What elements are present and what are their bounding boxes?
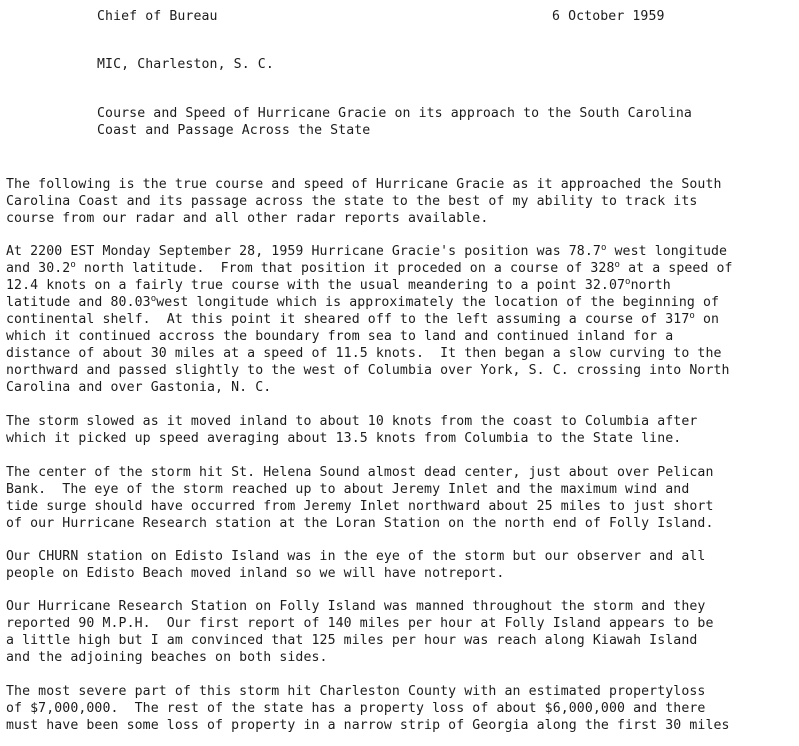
subject-line-1: Course and Speed of Hurricane Gracie on its approach to the South Carolina [97,106,692,121]
paragraph-line: At 2200 EST Monday September 28, 1959 Hurricane Gracie's position was 78.7$^o$ west longitude [6,243,728,259]
paragraph-line: Our CHURN station on Edisto Island was in the eye of the storm but our observer and all [6,549,706,564]
paragraph-line: continental shelf. At this point it sheared off to the left assuming a course of 317$^o$ on [6,311,720,327]
paragraph-line: tide surge should have occurred from Jeremy Inlet northward about 25 miles to just short [6,499,714,514]
paragraph-line: people on Edisto Beach moved inland so we will have notreport. [6,566,505,581]
paragraph-line: distance of about 30 miles at a speed of 11.5 knots. It then began a slow curving to the [6,346,722,361]
paragraph-line: Carolina and over Gastonia, N. C. [6,380,272,395]
paragraph-line: must have been some loss of property in a narrow strip of Georgia along the first 30 miles [6,718,730,733]
degree-sign: o [150,294,157,304]
paragraph-line: of our Hurricane Research station at the Loran Station on the north end of Folly Island. [6,516,714,531]
subject-line-2: Coast and Passage Across the State [97,123,371,138]
paragraph-line: reported 90 M.P.H. Our first report of 140 miles per hour at Folly Island appears to be [6,616,714,631]
degree-sign: o [600,243,607,253]
paragraph-line: The most severe part of this storm hit Charleston County with an estimated propertyloss [6,684,706,699]
paragraph-line: Carolina Coast and its passage across the state to the best of my ability to track its [6,194,698,209]
sender: MIC, Charleston, S. C. [97,57,274,72]
degree-sign: o [70,260,76,270]
paragraph-line: Bank. The eye of the storm reached up to about Jeremy Inlet and the maximum wind and [6,482,690,497]
paragraph-line: The following is the true course and speed of Hurricane Gracie as it approached the South [6,177,722,192]
paragraph-line: a little high but I am convinced that 125 miles per hour was reach along Kiawah Island [6,633,698,648]
paragraph-line: Our Hurricane Research Station on Folly Island was manned throughout the storm and they [6,599,706,614]
paragraph-line: which it picked up speed averaging about 13.5 knots from Columbia to the State line. [6,431,682,446]
degree-sign: o [614,260,621,270]
paragraph-line: which it continued accross the boundary from sea to land and continued inland for a [6,329,674,344]
paragraph-line: and 30.2$^o$ north latitude. From that position it proceded on a course of 328$^o$ at a speed of [6,260,733,276]
paragraph-line: northward and passed slightly to the west of Columbia over York, S. C. crossing into North [6,363,730,378]
paragraph-line: The storm slowed as it moved inland to about 10 knots from the coast to Columbia after [6,414,698,429]
paragraph-line: and the adjoining beaches on both sides. [6,650,328,665]
paragraph-line: of $7,000,000. The rest of the state has a property loss of about $6,000,000 and there [6,701,706,716]
paragraph-line: latitude and 80.03$^o$west longitude which is approximately the location of the beginning of [6,294,720,310]
degree-sign: o [689,311,695,321]
recipient: Chief of Bureau [97,9,218,24]
degree-sign: o [625,277,631,287]
paragraph-line: course from our radar and all other radar reports available. [6,211,489,226]
memo-date: 6 October 1959 [552,9,665,24]
paragraph-line: 12.4 knots on a fairly true course with the usual meandering to a point 32.07$^o$north [6,277,671,293]
paragraph-line: The center of the storm hit St. Helena Sound almost dead center, just about over Pelican [6,465,714,480]
